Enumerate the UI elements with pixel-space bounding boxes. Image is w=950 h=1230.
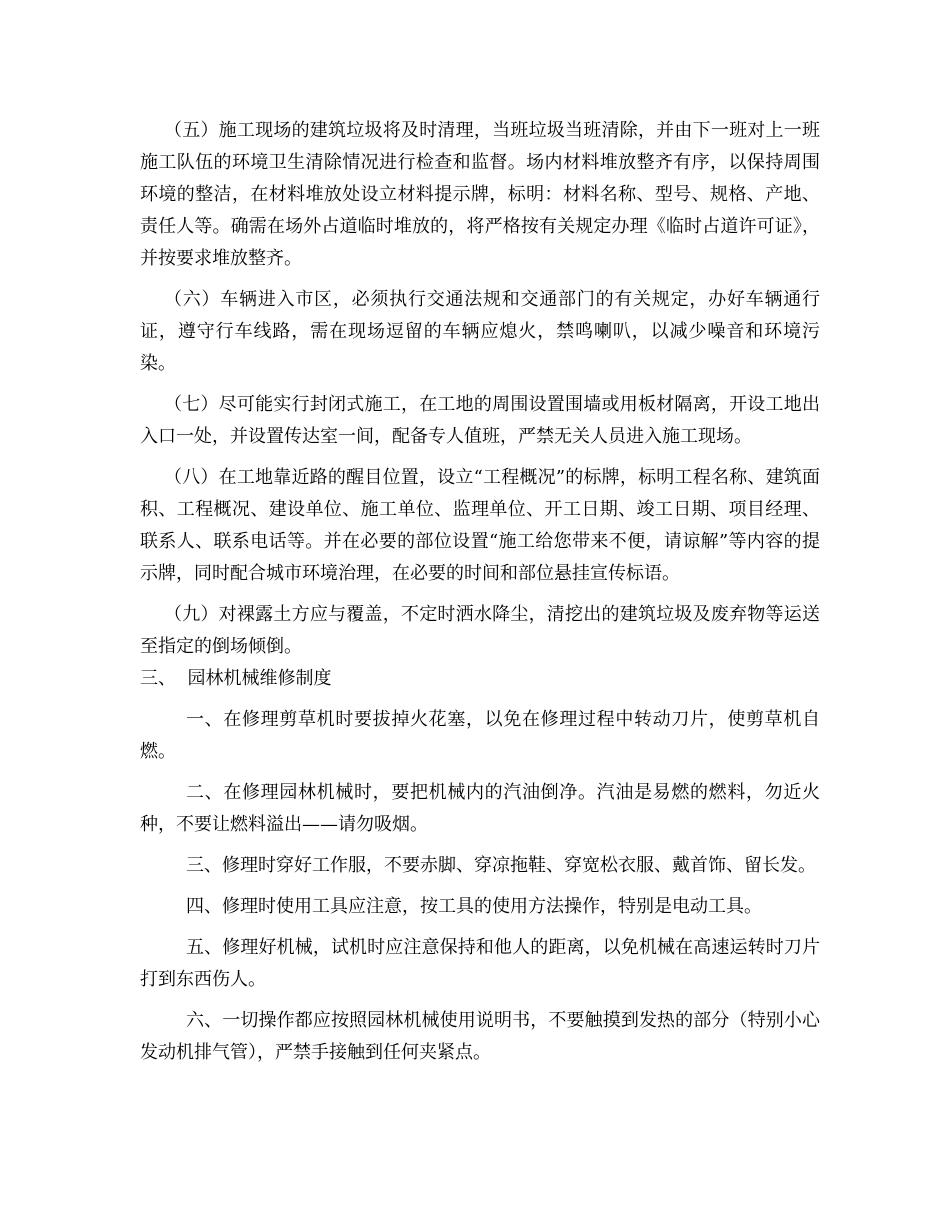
paragraph-eight: （八）在工地靠近路的醒目位置，设立“工程概况”的标牌，标明工程名称、建筑面积、工程概况、建设单位、施工单位、监理单位、开工日期、竣工日期、项目经理、联系人、联系电话等。并在必要的部位设置“施工给您带来不便，请谅解”等内容的提示牌，同时配合城市环境治理，在必要的时间和部位悬挂宣传标语。: [140, 467, 820, 584]
rule-two: 二、在修理园林机械时，要把机械内的汽油倒净。汽油是易燃的燃料，勿近火种，不要让燃料溢出——请勿吸烟。: [140, 782, 820, 835]
rule-five: 五、修理好机械，试机时应注意保持和他人的距离，以免机械在高速运转时刀片打到东西伤人。: [140, 937, 820, 990]
rule-one: 一、在修理剪草机时要拔掉火花塞，以免在修理过程中转动刀片，使剪草机自燃。: [140, 709, 820, 762]
rule-six: 六、一切操作都应按照园林机械使用说明书，不要触摸到发热的部分（特别小心发动机排气管），严禁手接触到任何夹紧点。: [140, 1010, 820, 1063]
paragraph-nine: （九）对裸露土方应与覆盖，不定时洒水降尘，清挖出的建筑垃圾及废弃物等运送至指定的倒场倾倒。: [140, 604, 820, 657]
paragraph-seven: （七）尽可能实行封闭式施工，在工地的周围设置围墙或用板材隔离，开设工地出入口一处，并设置传达室一间，配备专人值班，严禁无关人员进入施工现场。: [140, 394, 820, 447]
paragraph-six: （六）车辆进入市区，必须执行交通法规和交通部门的有关规定，办好车辆通行证，遵守行车线路，需在现场逗留的车辆应熄火，禁鸣喇叭，以减少噪音和环境污染。: [140, 289, 820, 374]
rule-four: 四、修理时使用工具应注意，按工具的使用方法操作，特别是电动工具。: [186, 896, 762, 917]
section-heading: 三、 园林机械维修制度: [140, 668, 332, 689]
document-body: [140, 115, 820, 1069]
paragraph-five: （五）施工现场的建筑垃圾将及时清理，当班垃圾当班清除，并由下一班对上一班施工队伍的环境卫生清除情况进行检查和监督。场内材料堆放整齐有序，以保持周围环境的整洁，在材料堆放处设立材料提示牌，标明：材料名称、型号、规格、产地、责任人等。确需在场外占道临时堆放的，将严格按有关规定办理《临时占道许可证》，并按要求堆放整齐。: [140, 120, 820, 269]
rule-three: 三、修理时穿好工作服，不要赤脚、穿凉拖鞋、穿宽松衣服、戴首饰、留长发。: [186, 855, 816, 876]
